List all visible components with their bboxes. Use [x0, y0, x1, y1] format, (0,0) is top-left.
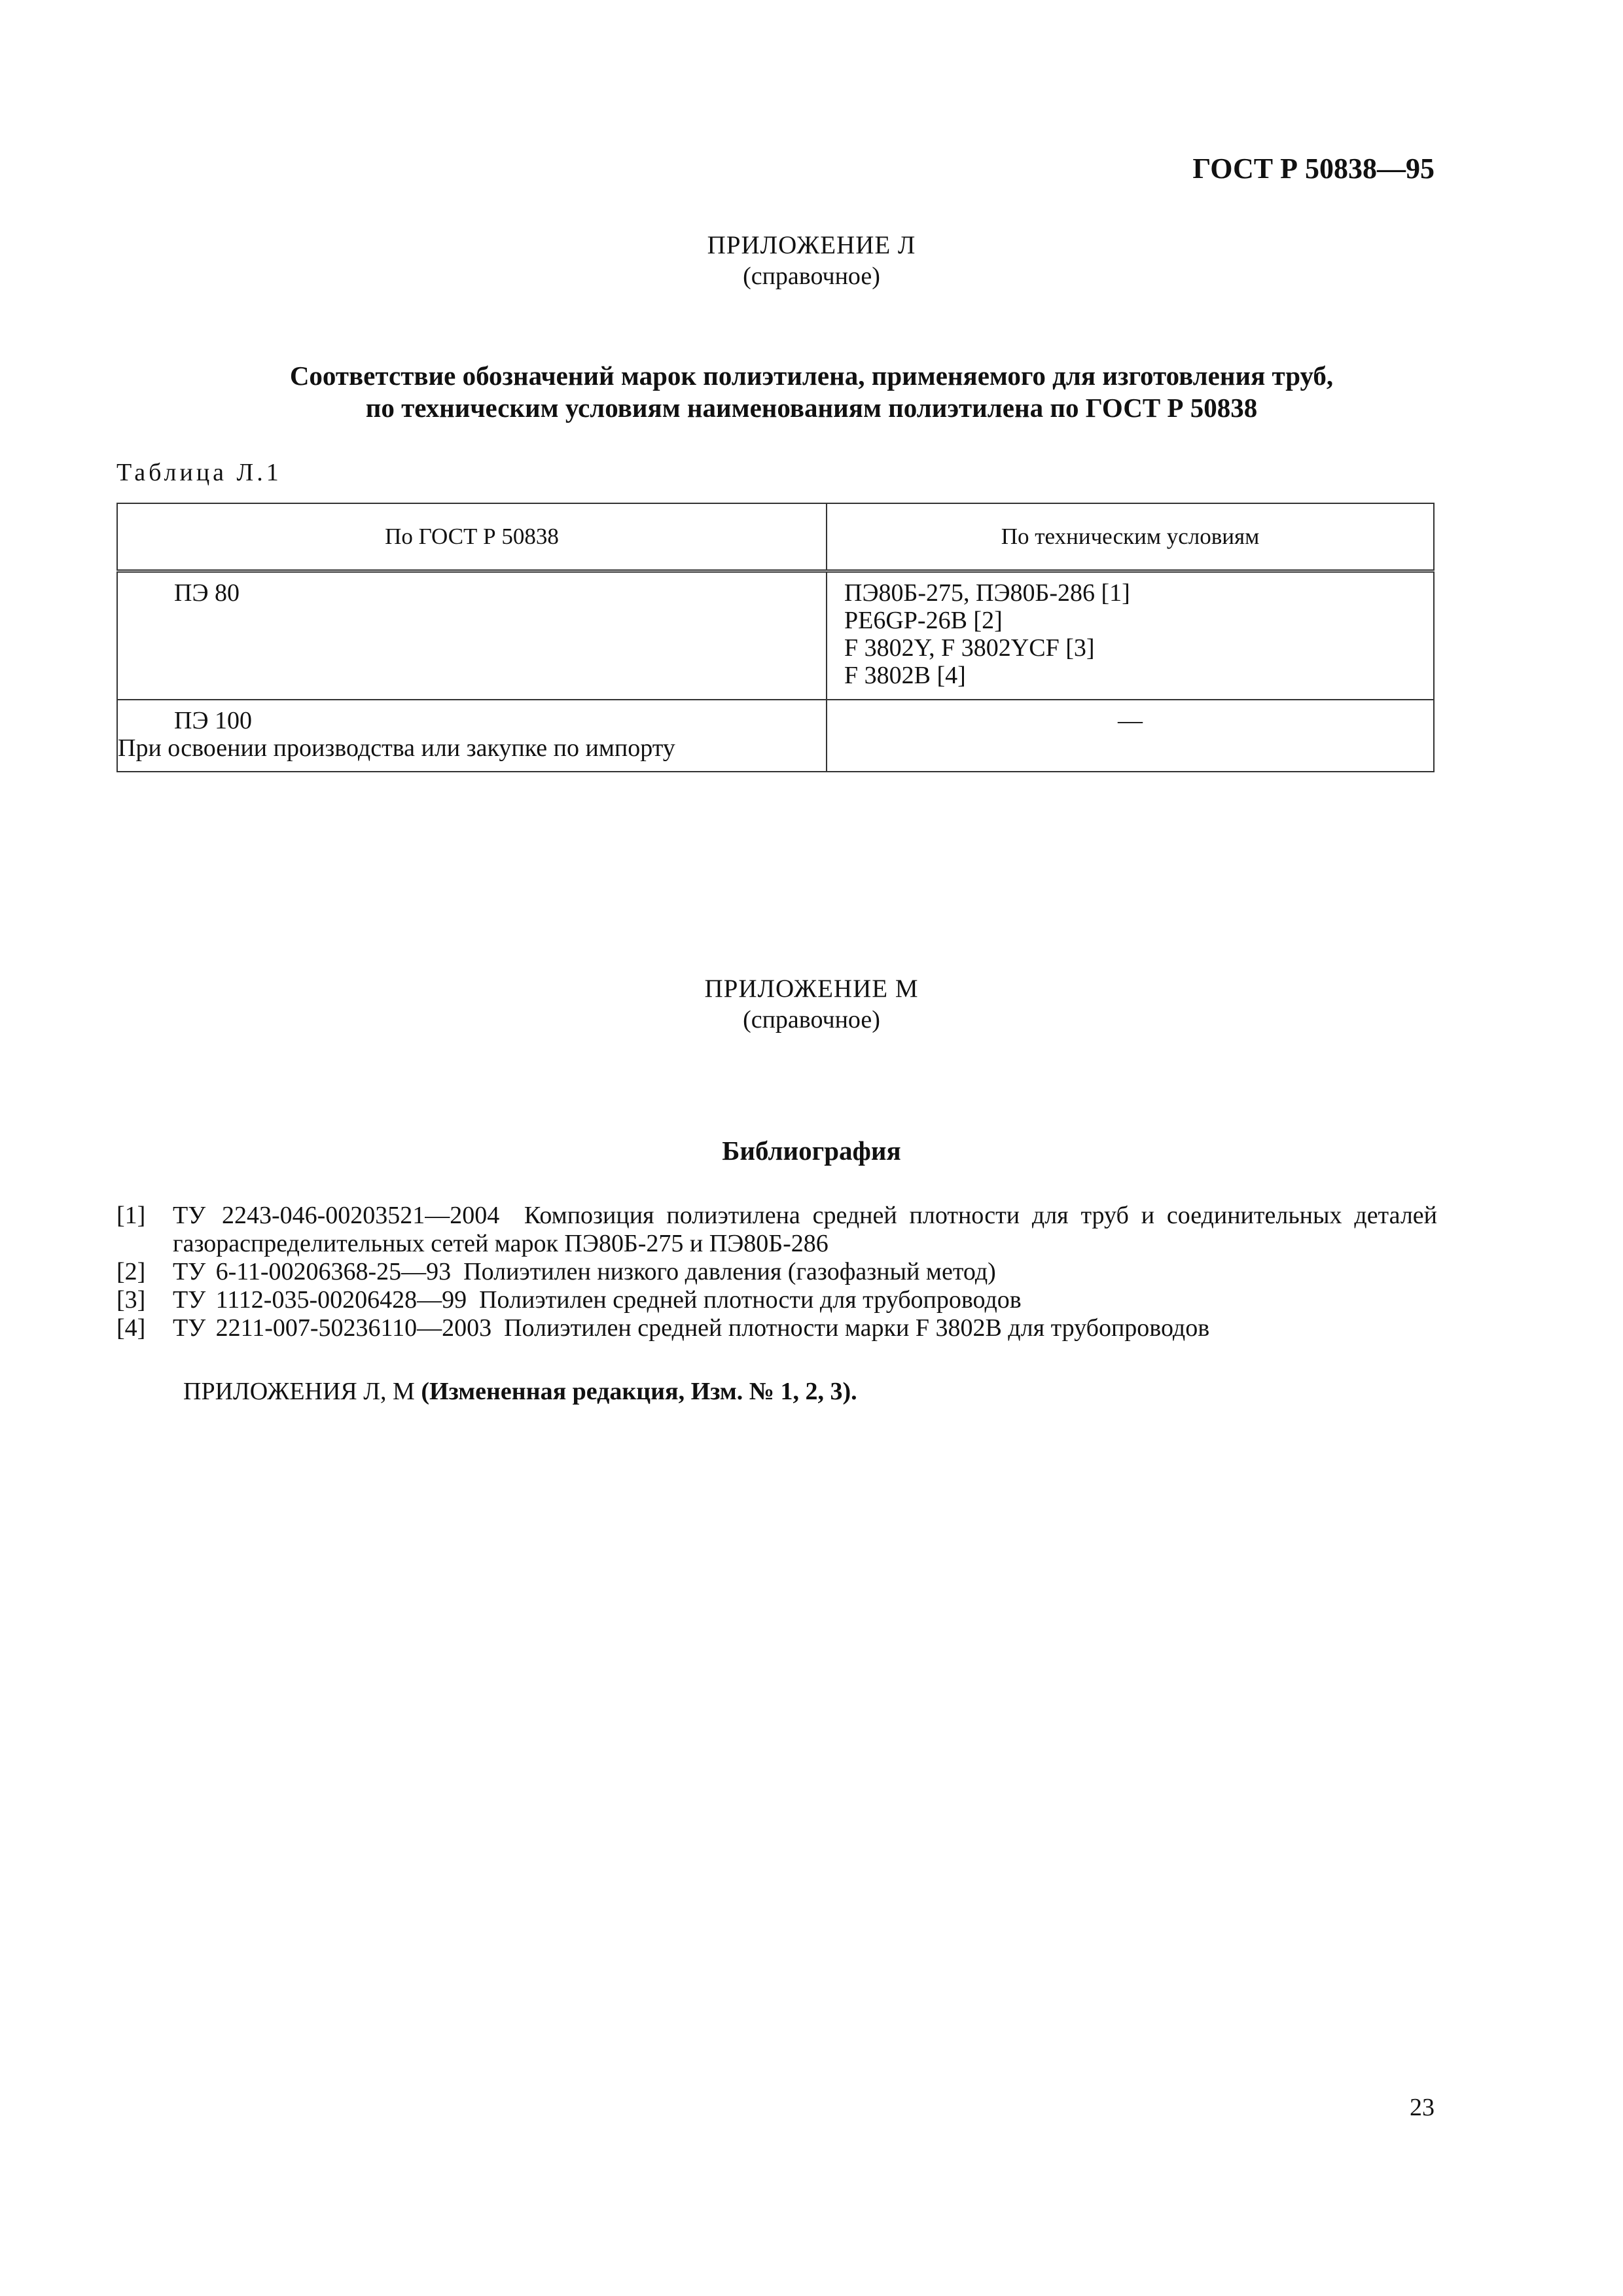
- appendix-l-heading-line-1: Соответствие обозначений марок полиэтилена, применяемого для изготовления труб,: [289, 361, 1334, 391]
- bibliography-entry: [173, 1286, 1437, 1314]
- bibliography-entry: [173, 1202, 1437, 1258]
- column-header-gost: По ГОСТ Р 50838: [117, 503, 827, 571]
- cell-line: PE6GP-26B [2]: [844, 607, 1003, 634]
- table-cell-gost: [117, 700, 827, 772]
- amendment-text: (Измененная редакция, Изм. № 1, 2, 3).: [421, 1378, 857, 1405]
- bibliography-item: [116, 1202, 1437, 1258]
- amendment-note: [183, 1377, 857, 1406]
- bibliography-item: [116, 1286, 1437, 1314]
- table-row: [117, 700, 1434, 772]
- cell-line: ПЭ 100: [174, 706, 253, 734]
- bibliography-number: [2]: [116, 1258, 146, 1285]
- bibliography-title: Композиция полиэтилена средней плотности для труб и соединительных деталей газораспределительных сетей марок ПЭ80Б-275 и ПЭ80Б-286: [173, 1202, 1437, 1257]
- bibliography-number: [3]: [116, 1286, 146, 1314]
- table-cell-tu: [827, 700, 1434, 772]
- bibliography-code: ТУ 2243-046-00203521—2004: [173, 1202, 500, 1229]
- amendment-prefix: ПРИЛОЖЕНИЯ Л, М: [183, 1378, 415, 1405]
- column-header-tu: По техническим условиям: [827, 503, 1434, 571]
- appendix-l-heading: [0, 360, 1623, 424]
- cell-line: F 3802B [4]: [844, 662, 966, 689]
- bibliography-title: Полиэтилен средней плотности марки F 3802B для трубопроводов: [504, 1314, 1210, 1342]
- bibliography-heading: Библиография: [722, 1136, 901, 1166]
- appendix-l-title: ПРИЛОЖЕНИЕ Л: [707, 231, 916, 259]
- table-caption: Таблица Л.1: [116, 459, 282, 486]
- page-number: 23: [1410, 2094, 1435, 2121]
- table-cell-tu: [827, 571, 1434, 700]
- bibliography-code: ТУ 6-11-00206368-25—93: [173, 1258, 452, 1285]
- table-row: [117, 571, 1434, 700]
- bibliography-code: ТУ 2211-007-50236110—2003: [173, 1314, 492, 1342]
- bibliography-code: ТУ 1112-035-00206428—99: [173, 1286, 467, 1314]
- bibliography-entry: [173, 1314, 1437, 1342]
- cell-line: ПЭ80Б-275, ПЭ80Б-286 [1]: [844, 579, 1130, 607]
- bibliography-list: [116, 1202, 1437, 1342]
- bibliography-entry: [173, 1258, 1437, 1286]
- appendix-l-heading-line-2: по техническим условиям наименованиям полиэтилена по ГОСТ Р 50838: [365, 393, 1258, 423]
- cell-line: При освоении производства или закупке по импорту: [118, 734, 675, 762]
- appendix-l-subtitle: (справочное): [743, 262, 880, 290]
- bibliography-number: [4]: [116, 1314, 146, 1342]
- bibliography-title: Полиэтилен средней плотности для трубопроводов: [479, 1286, 1022, 1314]
- cell-line: —: [1118, 706, 1143, 734]
- cell-line: ПЭ 80: [174, 579, 240, 607]
- bibliography-title: Полиэтилен низкого давления (газофазный метод): [463, 1258, 996, 1285]
- bibliography-item: [116, 1314, 1437, 1342]
- appendix-m-title: ПРИЛОЖЕНИЕ М: [704, 975, 919, 1003]
- bibliography-item: [116, 1258, 1437, 1286]
- cell-line: F 3802Y, F 3802YCF [3]: [844, 634, 1095, 662]
- table-header-row: [117, 503, 1434, 571]
- appendix-m-subtitle: (справочное): [743, 1006, 880, 1033]
- bibliography-number: [1]: [116, 1202, 146, 1229]
- document-code: ГОСТ Р 50838—95: [1192, 152, 1435, 185]
- table-cell-gost: [117, 571, 827, 700]
- correspondence-table: [116, 503, 1435, 772]
